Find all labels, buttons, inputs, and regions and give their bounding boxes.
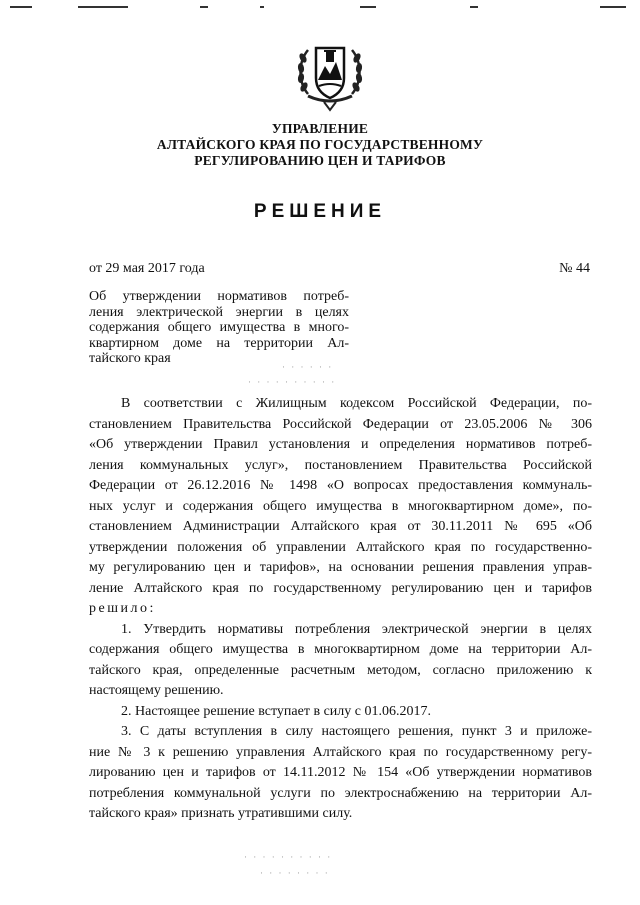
scan-noise: · · · · · · · · [260,868,330,878]
subject-line: Об утверждении нормативов потреб- [89,289,349,304]
item-2: 2. Настоящее решение вступает в силу с 01.06.2017. [121,703,431,719]
coat-of-arms-emblem [294,36,366,114]
item-1-line: настоящему решению. [89,683,224,698]
subject-line: тайского края [89,351,171,366]
scan-noise: · · · · · · [282,362,334,372]
item-1-line: тайского края, определенные расчетным методом, согласно приложению к [89,662,592,678]
scan-artifacts [0,0,640,10]
preamble-line: ления коммунальных услуг», постановлением Правительства Российской [89,457,592,473]
agency-header [0,121,640,169]
preamble-line: му регулированию цен и тарифов», на основании решения правления управ- [89,560,592,575]
subject-line: квартирном доме на территории Ал- [89,335,349,351]
preamble-line: Федерации от 26.12.2016 № 1498 «О вопросах предоставления коммуналь- [89,478,592,493]
document-body [89,394,592,825]
preamble-paragraph [89,394,592,599]
item-3-line: тайского края» признать утратившими силу. [89,806,353,821]
preamble-line: В соответствии с Жилищным кодексом Российской Федерации, по- [121,396,592,411]
preamble-line: ление Алтайского края по государственному регулированию цен и тарифов [89,580,592,596]
item-3-line: потребления коммунальной услуги по электроснабжению на территории Ал- [89,785,592,801]
preamble-line: «Об утверждении Правил установления и определения нормативов потреб- [89,437,592,452]
item-3-line: ние № 3 к решению управления Алтайского края по государственному регу- [89,744,592,760]
resolved-label: решило: [89,601,156,616]
item-1 [89,620,592,702]
subject-line: содержания общего имущества в много- [89,320,349,335]
document-subject [89,289,349,367]
item-3-line: лированию цен и тарифов от 14.11.2012 № 154 «Об утверждении нормативов [89,765,592,780]
subject-line: ления электрической энергии в целях [89,304,349,320]
item-1-line: содержания общего имущества в многоквартирном доме на территории Ал- [89,642,592,657]
scan-noise: · · · · · · · · · · [244,852,333,862]
document-type-title: РЕШЕНИЕ [253,201,387,222]
preamble-line: становлением Администрации Алтайского края от 30.11.2011 № 695 «Об [89,519,592,534]
item-1-line: 1. Утвердить нормативы потребления электрической энергии в целях [121,621,592,637]
item-3-line: 3. С даты вступления в силу настоящего решения, пункт 3 и приложе- [121,724,592,739]
agency-line-2: АЛТАЙСКОГО КРАЯ ПО ГОСУДАРСТВЕННОМУ [156,137,484,152]
preamble-line: утверждении положения об управлении Алтайского края по государственно- [89,539,592,555]
item-3 [89,722,592,825]
preamble-line: становлением Правительства Российской Федерации от 23.05.2006 № 306 [89,416,592,432]
scan-noise: · · · · · · · · · · [248,377,337,387]
document-number: № 44 [559,261,590,276]
agency-line-3: РЕГУЛИРОВАНИЮ ЦЕН И ТАРИФОВ [194,153,446,168]
preamble-line: ных услуг и содержания общего имущества в многоквартирном доме», по- [89,498,592,514]
document-date: от 29 мая 2017 года [89,261,205,276]
agency-line-1: УПРАВЛЕНИЕ [271,121,369,136]
